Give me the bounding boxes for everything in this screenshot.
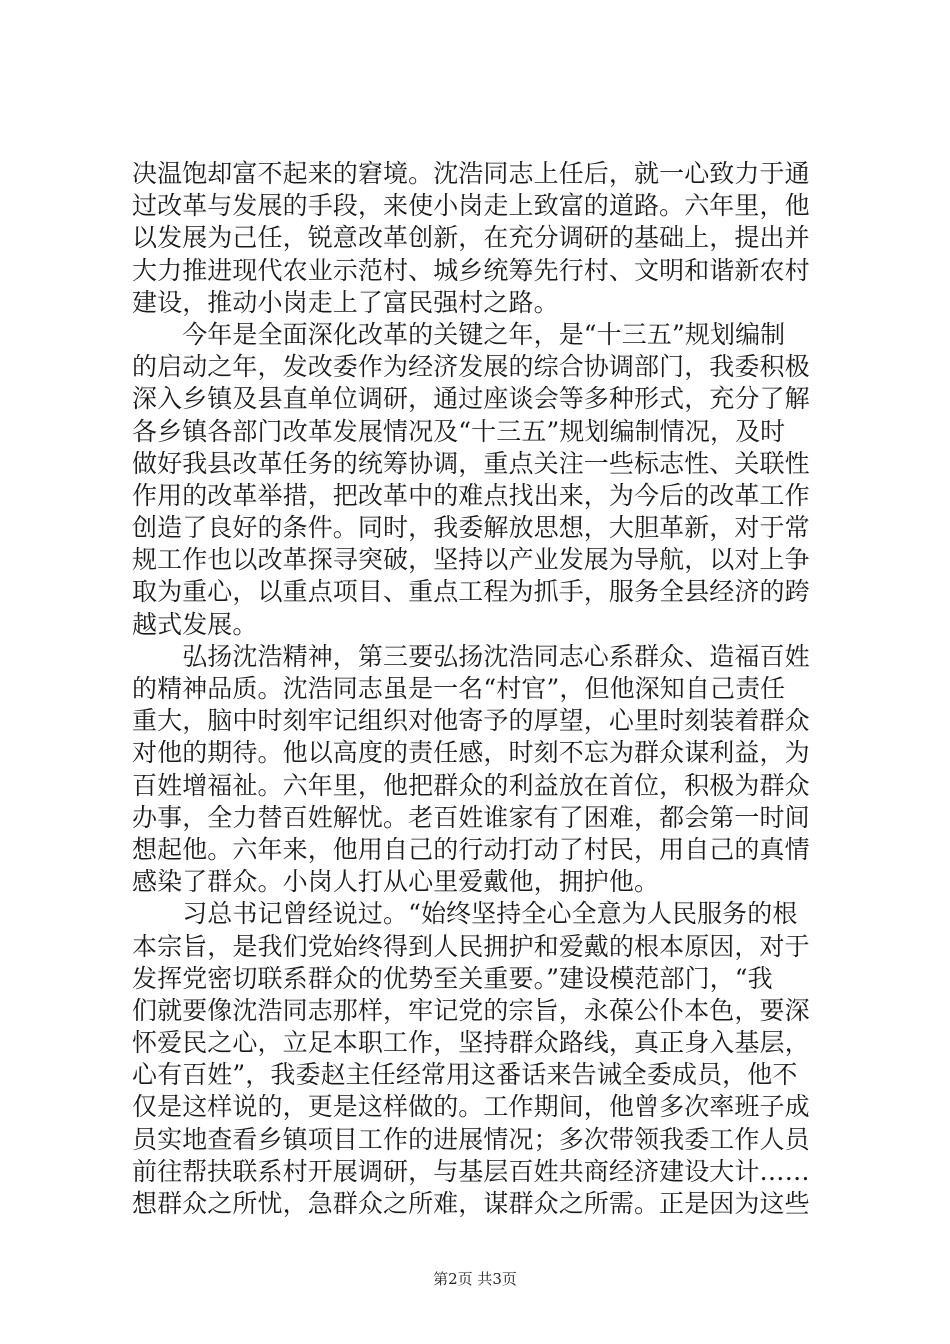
text-line: 重大，脑中时刻牢记组织对他寄予的厚望，心里时刻装着群众 bbox=[132, 706, 810, 736]
text-line: 们就要像沈浩同志那样，牢记党的宗旨，永葆公仆本色，要深 bbox=[132, 995, 810, 1025]
text-line: 创造了良好的条件。同时，我委解放思想，大胆革新，对于常 bbox=[132, 513, 810, 543]
text-line: 做好我县改革任务的统筹协调，重点关注一些标志性、关联性 bbox=[132, 448, 810, 478]
text-line: 过改革与发展的手段，来使小岗走上致富的道路。六年里，他 bbox=[132, 191, 810, 221]
text-line: 越式发展。 bbox=[132, 609, 258, 639]
text-line: 的精神品质。沈浩同志虽是一名“村官”，但他深知自己责任 bbox=[132, 674, 786, 703]
text-line: 今年是全面深化改革的关键之年，是“十三五”规划编制 bbox=[132, 319, 786, 349]
text-line: 的启动之年，发改委作为经济发展的综合协调部门，我委积极 bbox=[132, 352, 810, 382]
text-line: 以发展为己任，锐意改革创新，在充分调研的基础上，提出并 bbox=[132, 223, 810, 253]
text-line: 建设，推动小岗走上了富民强村之路。 bbox=[132, 287, 559, 317]
page-number-footer: 第2页 共3页 bbox=[433, 1270, 517, 1288]
text-line: 深入乡镇及县直单位调研，通过座谈会等多种形式，充分了解 bbox=[132, 384, 810, 414]
text-line: 感染了群众。小岗人打从心里爱戴他，拥护他。 bbox=[132, 867, 660, 897]
text-line: 习总书记曾经说过。“始终坚持全心全意为人民服务的根 bbox=[132, 899, 798, 929]
text-line: 前往帮扶联系村开展调研，与基层百姓共商经济建设大计…… bbox=[132, 1156, 810, 1186]
text-line: 规工作也以改革探寻突破，坚持以产业发展为导航，以对上争 bbox=[132, 545, 810, 575]
text-line: 想起他。六年来，他用自己的行动打动了村民，用自己的真情 bbox=[132, 834, 810, 864]
text-line: 大力推进现代农业示范村、城乡统筹先行村、文明和谐新农村 bbox=[132, 255, 810, 285]
text-line: 决温饱却富不起来的窘境。沈浩同志上任后，就一心致力于通 bbox=[132, 159, 810, 188]
text-line: 弘扬沈浩精神，第三要弘扬沈浩同志心系群众、造福百姓 bbox=[132, 641, 810, 671]
text-line: 百姓增福祉。六年里，他把群众的利益放在首位，积极为群众 bbox=[132, 770, 810, 800]
text-line: 作用的改革举措，把改革中的难点找出来，为今后的改革工作 bbox=[132, 480, 810, 510]
text-line: 办事，全力替百姓解忧。老百姓谁家有了困难，都会第一时间 bbox=[132, 802, 810, 832]
text-line: 取为重心，以重点项目、重点工程为抓手，服务全县经济的跨 bbox=[132, 577, 810, 607]
text-line: 心有百姓”，我委赵主任经常用这番话来告诫全委成员，他不 bbox=[132, 1060, 798, 1090]
text-line: 员实地查看乡镇项目工作的进展情况；多次带领我委工作人员 bbox=[132, 1124, 810, 1154]
text-line: 本宗旨，是我们党始终得到人民拥护和爱戴的根本原因，对于 bbox=[132, 931, 810, 961]
text-line: 怀爱民之心，立足本职工作，坚持群众路线，真正身入基层， bbox=[132, 1028, 810, 1058]
text-line: 发挥党密切联系群众的优势至关重要。”建设模范部门，“我 bbox=[132, 963, 773, 993]
text-line: 各乡镇各部门改革发展情况及“十三五”规划编制情况，及时 bbox=[132, 416, 786, 446]
text-line: 对他的期待。他以高度的责任感，时刻不忘为群众谋利益，为 bbox=[132, 738, 810, 768]
body-text bbox=[132, 158, 832, 1220]
text-line: 仅是这样说的，更是这样做的。工作期间，他曾多次率班子成 bbox=[132, 1092, 810, 1122]
text-line: 想群众之所忧，急群众之所难，谋群众之所需。正是因为这些 bbox=[132, 1189, 810, 1218]
